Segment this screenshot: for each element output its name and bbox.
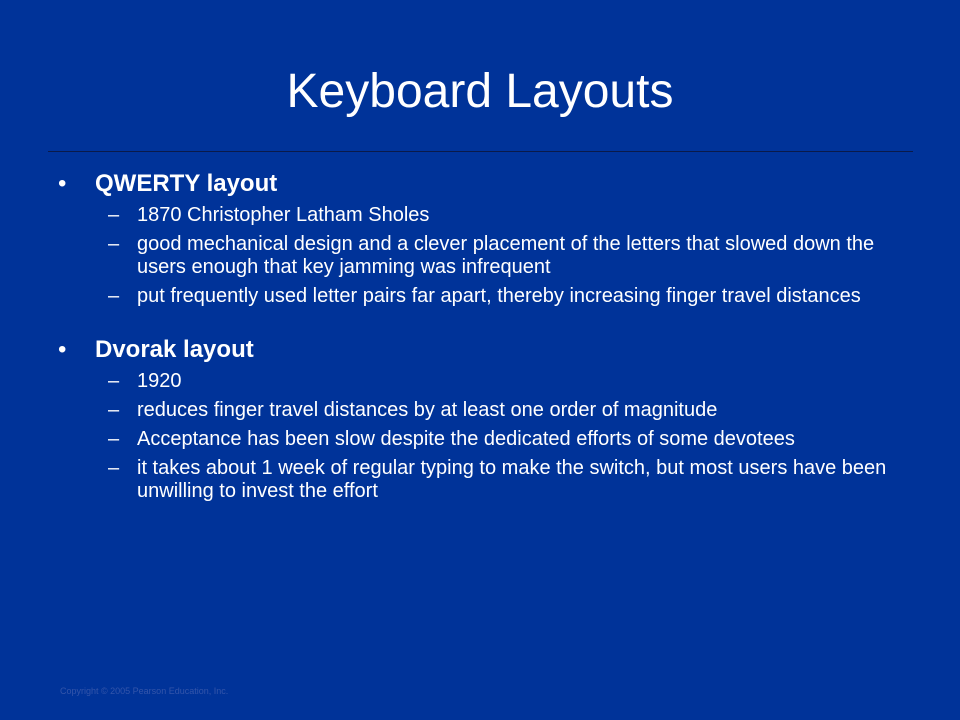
sub-bullet <box>58 204 908 227</box>
dash-icon: – <box>108 285 120 307</box>
bullet-icon: • <box>58 170 67 197</box>
sub-bullet-text: it takes about 1 week of regular typing to make the switch, but most users have been unwilling to invest the effort <box>137 457 887 502</box>
bullet-qwerty-heading <box>58 170 908 198</box>
sub-bullet-text: 1870 Christopher Latham Sholes <box>137 204 430 226</box>
dash-icon: – <box>108 204 120 226</box>
qwerty-subpoints <box>58 204 908 308</box>
dash-icon: – <box>108 428 120 450</box>
sub-bullet-text: put frequently used letter pairs far apart, thereby increasing finger travel distances <box>137 285 861 307</box>
slide-content <box>58 170 908 509</box>
title-divider <box>48 151 913 152</box>
sub-bullet <box>58 370 908 393</box>
slide-title: Keyboard Layouts <box>286 65 674 118</box>
sub-bullet <box>58 233 908 279</box>
sub-bullet <box>58 428 908 451</box>
dash-icon: – <box>108 370 120 392</box>
sub-bullet <box>58 399 908 422</box>
sub-bullet <box>58 285 908 308</box>
sub-bullet-text: reduces finger travel distances by at least one order of magnitude <box>137 399 718 421</box>
sub-bullet-text: Acceptance has been slow despite the dedicated efforts of some devotees <box>137 428 795 450</box>
bullet-label: Dvorak layout <box>95 336 254 363</box>
bullet-label: QWERTY layout <box>95 170 278 197</box>
bullet-dvorak-heading <box>58 336 908 364</box>
dvorak-subpoints <box>58 370 908 503</box>
bullet-icon: • <box>58 336 67 363</box>
sub-bullet-text: 1920 <box>137 370 182 392</box>
dash-icon: – <box>108 399 120 421</box>
sub-bullet <box>58 457 908 503</box>
dash-icon: – <box>108 457 120 479</box>
copyright-footer: Copyright © 2005 Pearson Education, Inc. <box>60 686 229 696</box>
section-spacer <box>58 314 908 336</box>
sub-bullet-text: good mechanical design and a clever placement of the letters that slowed down the users enough that key jamming was infrequent <box>137 233 875 278</box>
dash-icon: – <box>108 233 120 255</box>
